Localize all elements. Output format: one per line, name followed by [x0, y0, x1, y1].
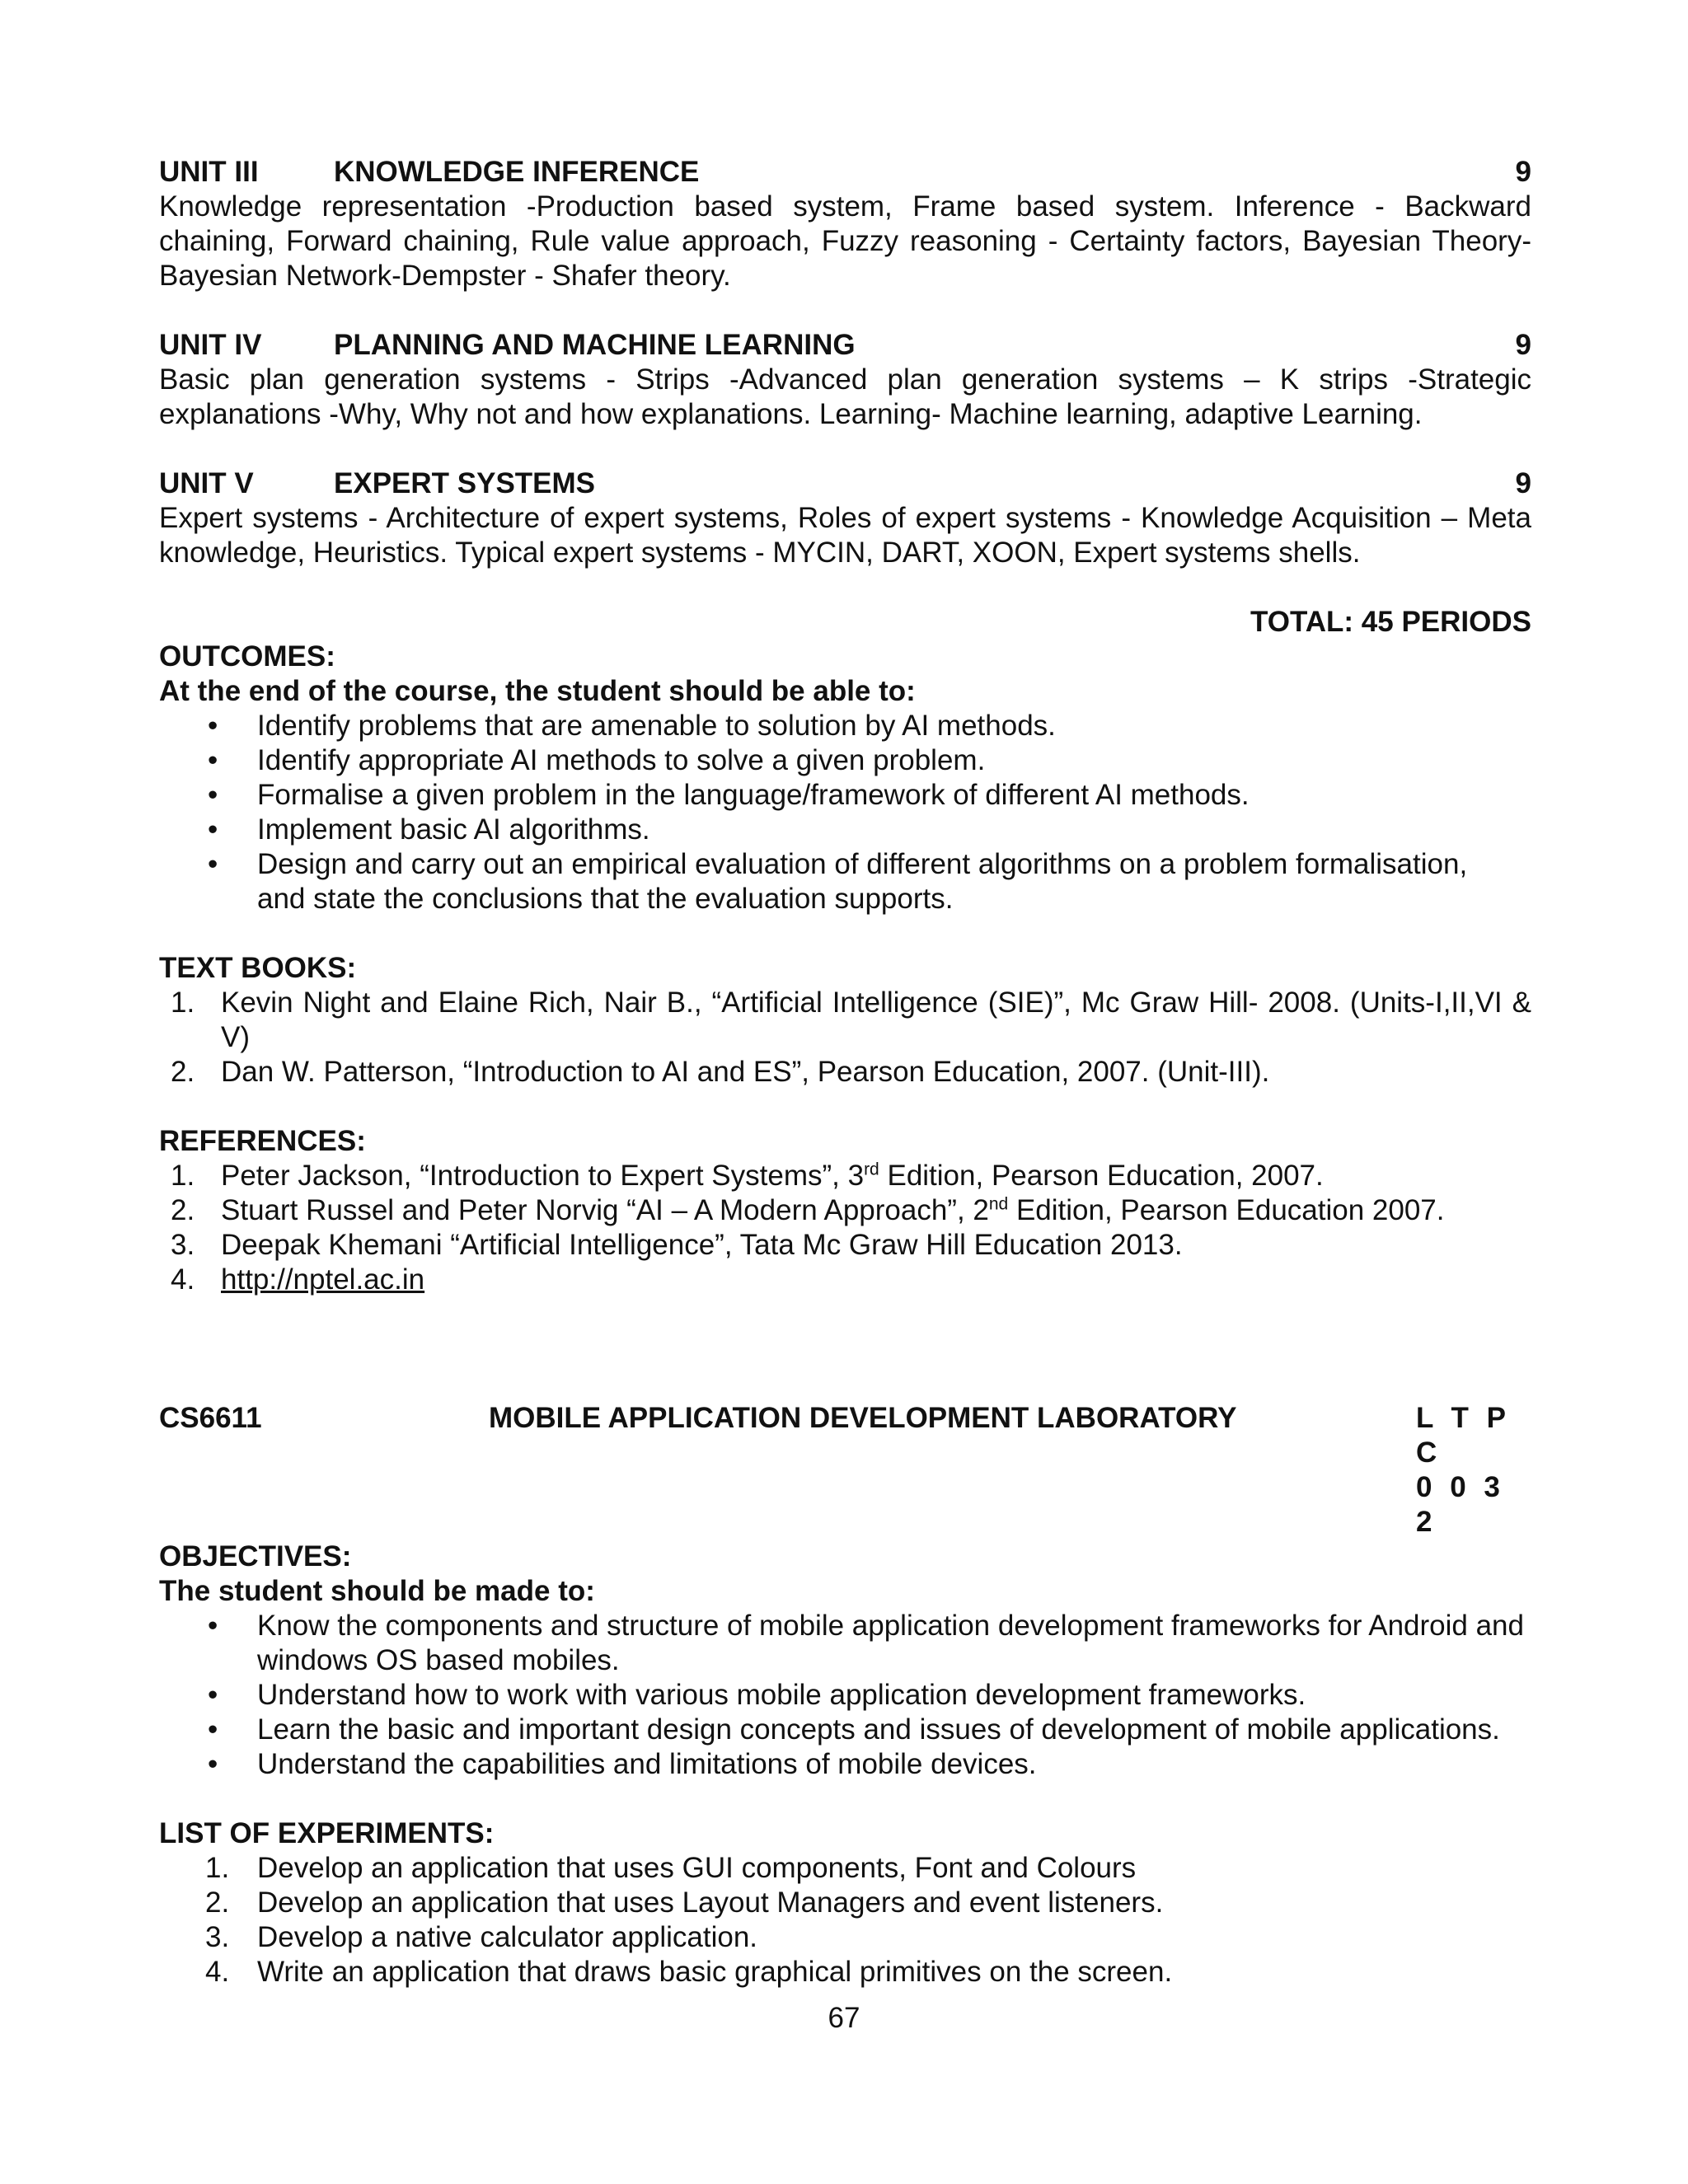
list-item: • Understand how to work with various mobile application development frameworks.: [159, 1678, 1531, 1713]
list-item: [159, 1263, 1531, 1297]
list-item: [159, 1851, 1531, 1886]
item-text: Develop an application that uses Layout Managers and event listeners.: [257, 1886, 1164, 1919]
list-item: [159, 1055, 1531, 1090]
unit-hours: 9: [1515, 329, 1531, 361]
ltpc-values: 0 0 3 2: [1416, 1471, 1505, 1538]
unit-5-body: Expert systems - Architecture of expert systems, Roles of expert systems - Knowledge Acquisition – Meta knowledge, Heuristics. Typical expert systems - MYCIN, DART, XOON, Expert systems shells.: [159, 502, 1531, 569]
unit-title: EXPERT SYSTEMS: [334, 467, 596, 499]
unit-3-body: Knowledge representation -Production based system, Frame based system. Inference - Backward chaining, Forward chaining, Rule value approach, Fuzzy reasoning - Certainty factors, Bayesian Theory-Bayesian Network-Dempster - Shafer theory.: [159, 190, 1531, 292]
list-item: [159, 986, 1531, 1055]
list-item: • Identify problems that are amenable to solution by AI methods.: [159, 709, 1531, 743]
objectives-intro: The student should be made to:: [159, 1575, 595, 1607]
item-text: Stuart Russel and Peter Norvig “AI – A Modern Approach”, 2: [221, 1194, 989, 1226]
unit-hours: 9: [1515, 156, 1531, 188]
list-item: • Learn the basic and important design concepts and issues of development of mobile applications.: [159, 1713, 1559, 1747]
item-number: 1.: [205, 1852, 230, 1884]
item-number: 2.: [171, 1194, 195, 1226]
superscript: nd: [988, 1194, 1009, 1214]
list-item: • Know the components and structure of mobile application development frameworks for Android and windows OS based mobiles.: [159, 1609, 1559, 1678]
outcomes-list: [159, 709, 1531, 916]
course-header: [159, 1401, 1531, 1470]
outcomes-intro: At the end of the course, the student should be able to:: [159, 675, 916, 707]
unit-5-heading: [159, 466, 1531, 501]
course-ltpc-row: [159, 1470, 1531, 1540]
objectives-list: [159, 1609, 1531, 1782]
nptel-link[interactable]: http://nptel.ac.in: [221, 1263, 425, 1296]
course-title: MOBILE APPLICATION DEVELOPMENT LABORATORY: [489, 1402, 1237, 1434]
item-number: 3.: [205, 1921, 230, 1953]
list-item: • Design and carry out an empirical evaluation of different algorithms on a problem formalisation, and state the conclusions that the evaluation supports.: [159, 847, 1469, 916]
item-number: 4.: [171, 1263, 195, 1296]
item-text: Edition, Pearson Education 2007.: [1008, 1194, 1445, 1226]
experiments-list: [159, 1851, 1531, 1990]
unit-hours: 9: [1515, 467, 1531, 499]
textbooks-heading: TEXT BOOKS:: [159, 952, 357, 984]
item-text: Write an application that draws basic graphical primitives on the screen.: [257, 1956, 1173, 1988]
unit-4-heading: [159, 328, 1531, 363]
item-text: Deepak Khemani “Artificial Intelligence”, Tata Mc Graw Hill Education 2013.: [221, 1229, 1183, 1261]
document-page: [159, 155, 1531, 1990]
list-item: • Identify appropriate AI methods to solve a given problem.: [159, 743, 1531, 778]
list-item: [159, 1886, 1531, 1920]
list-item: [159, 1159, 1531, 1193]
item-text: Develop a native calculator application.: [257, 1921, 758, 1953]
unit-code: UNIT III: [159, 156, 259, 188]
list-item: • Formalise a given problem in the language/framework of different AI methods.: [159, 778, 1531, 813]
ltpc-header: L T P C: [1416, 1402, 1511, 1469]
unit-title: PLANNING AND MACHINE LEARNING: [334, 329, 856, 361]
references-list: [159, 1159, 1531, 1297]
textbooks-list: [159, 986, 1531, 1090]
item-number: 3.: [171, 1229, 195, 1261]
unit-3-heading: [159, 155, 1531, 190]
list-item: [159, 1955, 1531, 1990]
item-text: Peter Jackson, “Introduction to Expert Systems”, 3: [221, 1160, 865, 1192]
item-text: Edition, Pearson Education, 2007.: [879, 1160, 1324, 1192]
list-item: [159, 1193, 1531, 1228]
total-periods: TOTAL: 45 PERIODS: [1250, 606, 1531, 638]
unit-4-body: Basic plan generation systems - Strips -Advanced plan generation systems – K strips -Strategic explanations -Why, Why not and how explanations. Learning- Machine learning, adaptive Learning.: [159, 363, 1531, 430]
item-number: 2.: [205, 1886, 230, 1919]
item-number: 4.: [205, 1956, 230, 1988]
superscript: rd: [864, 1160, 879, 1179]
unit-code: UNIT IV: [159, 329, 262, 361]
item-number: 1.: [171, 987, 195, 1019]
unit-title: KNOWLEDGE INFERENCE: [334, 156, 700, 188]
course-code: CS6611: [159, 1402, 262, 1434]
list-item: [159, 1228, 1531, 1263]
list-item: • Understand the capabilities and limitations of mobile devices.: [159, 1747, 1531, 1782]
item-text: Dan W. Patterson, “Introduction to AI and ES”, Pearson Education, 2007. (Unit-III).: [221, 1056, 1270, 1088]
experiments-heading: LIST OF EXPERIMENTS:: [159, 1817, 495, 1849]
item-text: Develop an application that uses GUI components, Font and Colours: [257, 1852, 1137, 1884]
item-number: 1.: [171, 1160, 195, 1192]
page-number: 67: [828, 2002, 860, 2034]
objectives-heading: OBJECTIVES:: [159, 1540, 352, 1572]
outcomes-heading: OUTCOMES:: [159, 640, 335, 673]
list-item: • Implement basic AI algorithms.: [159, 813, 1531, 847]
item-text: Kevin Night and Elaine Rich, Nair B., “Artificial Intelligence (SIE)”, Mc Graw Hill- 2008. (Units-I,II,VI & V): [221, 987, 1531, 1053]
item-number: 2.: [171, 1056, 195, 1088]
references-heading: REFERENCES:: [159, 1125, 366, 1157]
unit-code: UNIT V: [159, 467, 254, 499]
list-item: [159, 1920, 1531, 1955]
